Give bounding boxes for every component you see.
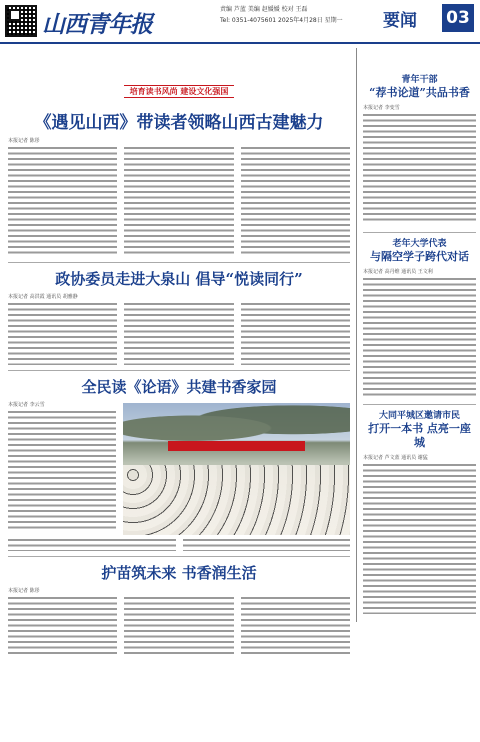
sidebar-article-2-byline: 本报记者 高丹维 通讯员 王文利 (363, 269, 433, 275)
article-2-title[interactable]: 政协委员走进大泉山 倡导“悦读同行” (55, 270, 303, 288)
section-name: 要闻 (383, 11, 417, 31)
article-2-byline: 本报记者 高洪霞 通讯员 胡雅静 (8, 294, 78, 300)
edition-info-line2: Tel: 0351-4075601 2025年4月28日 星期一 (220, 17, 343, 24)
divider (363, 232, 476, 233)
article-3-body-lower (8, 539, 350, 551)
sidebar-article-1-title-line1[interactable]: 青年干部 (401, 75, 438, 85)
divider (8, 370, 350, 371)
sidebar-article-2-title-line1[interactable]: 老年大学代表 (392, 239, 447, 249)
divider (8, 556, 350, 557)
article-3-title[interactable]: 全民读《论语》共建书香家园 (81, 378, 277, 396)
sidebar-article-2-body (363, 278, 476, 396)
sidebar-article-3-title-line1[interactable]: 大同平城区邀请市民 (378, 411, 460, 421)
sidebar-article-3 (363, 410, 476, 614)
masthead-rule (0, 42, 480, 44)
article-1 (8, 108, 350, 257)
edition-info-line1: 责编 芦蓝 美编 赵媛媛 校对 王磊 (220, 6, 308, 13)
sidebar-article-1 (363, 74, 476, 224)
newspaper-logo: 山西青年报 (42, 11, 152, 38)
main-column (8, 48, 350, 657)
page-number: 03 (442, 4, 474, 32)
article-2 (8, 268, 350, 365)
sidebar-article-1-title-line2[interactable]: “荐书论道”共品书香 (369, 86, 470, 99)
article-3 (8, 376, 350, 551)
article-4-title[interactable]: 护苗筑未来 书香润生活 (101, 564, 257, 582)
qr-code-icon (5, 5, 37, 37)
sidebar-article-1-body (363, 114, 476, 224)
article-3-byline: 本报记者 李云雪 (8, 402, 45, 408)
divider (8, 262, 350, 263)
article-4 (8, 562, 350, 657)
article-4-body (8, 597, 350, 657)
sidebar-article-2 (363, 238, 476, 396)
divider (363, 404, 476, 405)
article-1-byline: 本报记者 陈彤 (8, 138, 40, 144)
article-2-body (8, 303, 350, 365)
article-3-photo (123, 403, 350, 535)
article-1-body (8, 147, 350, 257)
article-4-byline: 本报记者 陈彤 (8, 588, 40, 594)
sidebar-article-1-byline: 本报记者 李变雪 (363, 105, 400, 111)
sidebar-article-2-title-line2[interactable]: 与隔空学子跨代对话 (370, 250, 469, 263)
section-banner (8, 82, 350, 102)
article-3-body (8, 411, 116, 531)
article-1-title[interactable]: 《遇见山西》带读者领略山西古建魅力 (34, 113, 324, 133)
sidebar-article-3-body (363, 464, 476, 614)
masthead (0, 0, 480, 44)
sidebar-article-3-title-line2[interactable]: 打开一本书 点亮一座城 (368, 422, 471, 449)
section-banner-text: 培育读书风尚 建设文化强国 (124, 85, 235, 98)
sidebar-column (356, 48, 476, 622)
sidebar-article-3-byline: 本报记者 芦文蓝 通讯员 谢猛 (363, 455, 428, 461)
